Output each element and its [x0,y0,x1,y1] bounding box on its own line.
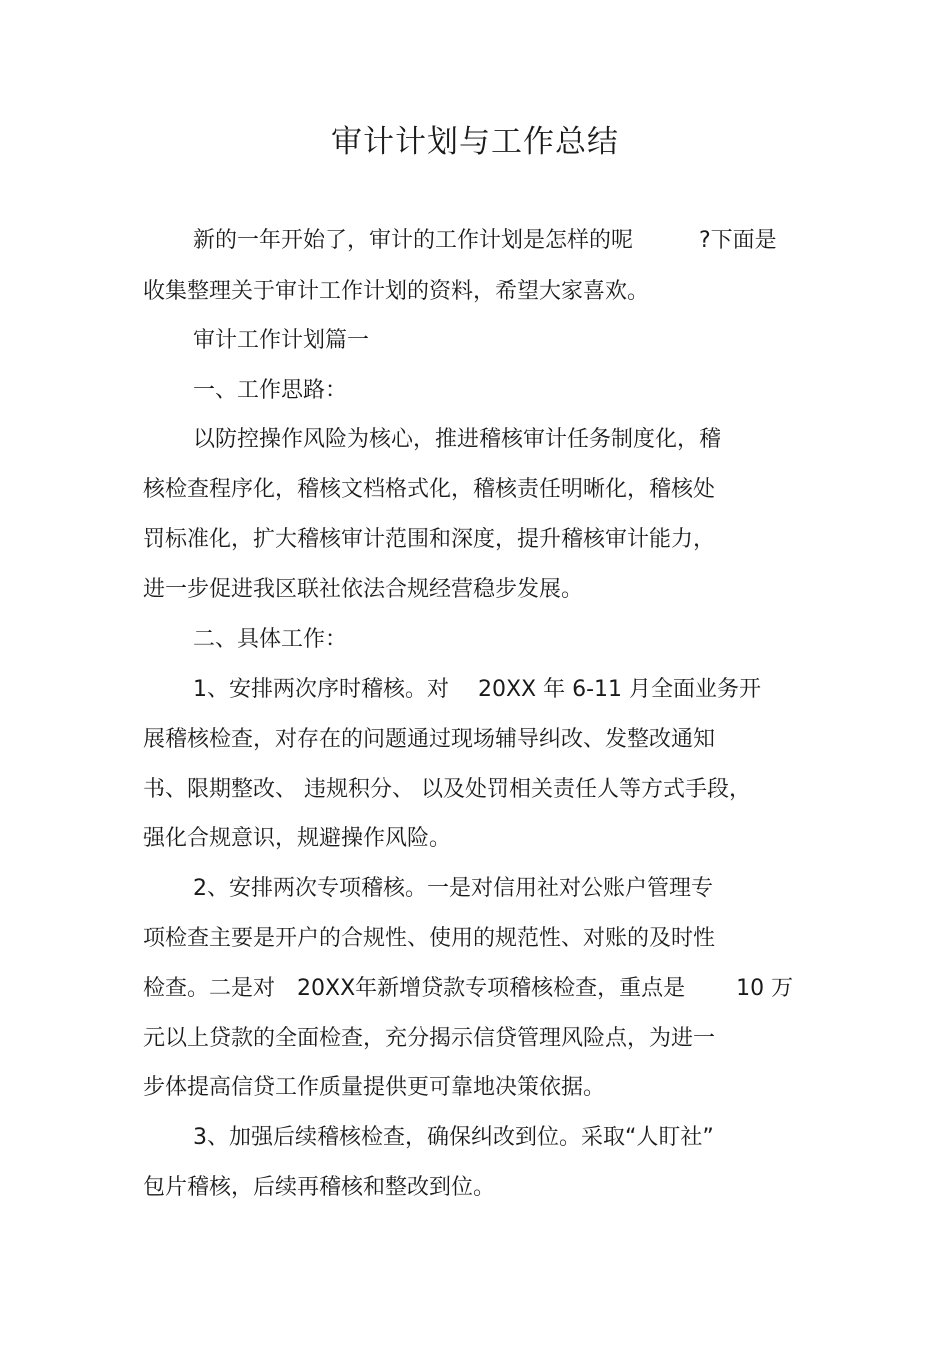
section-heading: 二、具体工作： [193,627,348,652]
paragraph-line: 罚标准化，扩大稽核审计范围和深度，提升稽核审计能力， [143,527,716,552]
paragraph-line: 展稽核检查，对存在的问题通过现场辅导纠改、发整改通知 [143,727,716,752]
paragraph-line: 进一步促进我区联社依法合规经营稳步发展。 [143,577,584,602]
paragraph-line: 项检查主要是开户的合规性、使用的规范性、对账的及时性 [143,926,716,951]
paragraph-line: 核检查程序化，稽核文档格式化，稽核责任明晰化，稽核处 [143,477,716,502]
paragraph-line: 2、安排两次专项稽核。一是对信用社对公账户管理专 [193,876,713,901]
paragraph-line: 步体提高信贷工作质量提供更可靠地决策依据。 [143,1075,606,1100]
paragraph-line: 强化合规意识，规避操作风险。 [143,826,452,851]
paragraph-line: 1、安排两次序时稽核。对 20XX 年 6-11 月全面业务开 [193,677,762,702]
section-heading: 一、工作思路： [193,378,348,403]
paragraph-line: 3、加强后续稽核检查，确保纠改到位。采取“人盯社” [193,1125,714,1150]
paragraph-line: 新的一年开始了，审计的工作计划是怎样的呢 ?下面是 [193,228,777,253]
paragraph-line: 以防控操作风险为核心，推进稽核审计任务制度化，稽 [193,427,722,452]
paragraph-line: 检查。二是对 20XX年新增贷款专项稽核检查，重点是 10 万 [143,976,794,1001]
paragraph-line: 元以上贷款的全面检查，充分揭示信贷管理风险点，为进一 [143,1026,716,1051]
paragraph-line: 包片稽核，后续再稽核和整改到位。 [143,1175,496,1200]
section-heading: 审计工作计划篇一 [193,328,370,353]
paragraph-line: 书、限期整改、 违规积分、 以及处罚相关责任人等方式手段， [143,777,751,802]
paragraph-line: 收集整理关于审计工作计划的资料，希望大家喜欢。 [143,279,650,304]
document-title: 审计计划与工作总结 [331,124,619,160]
